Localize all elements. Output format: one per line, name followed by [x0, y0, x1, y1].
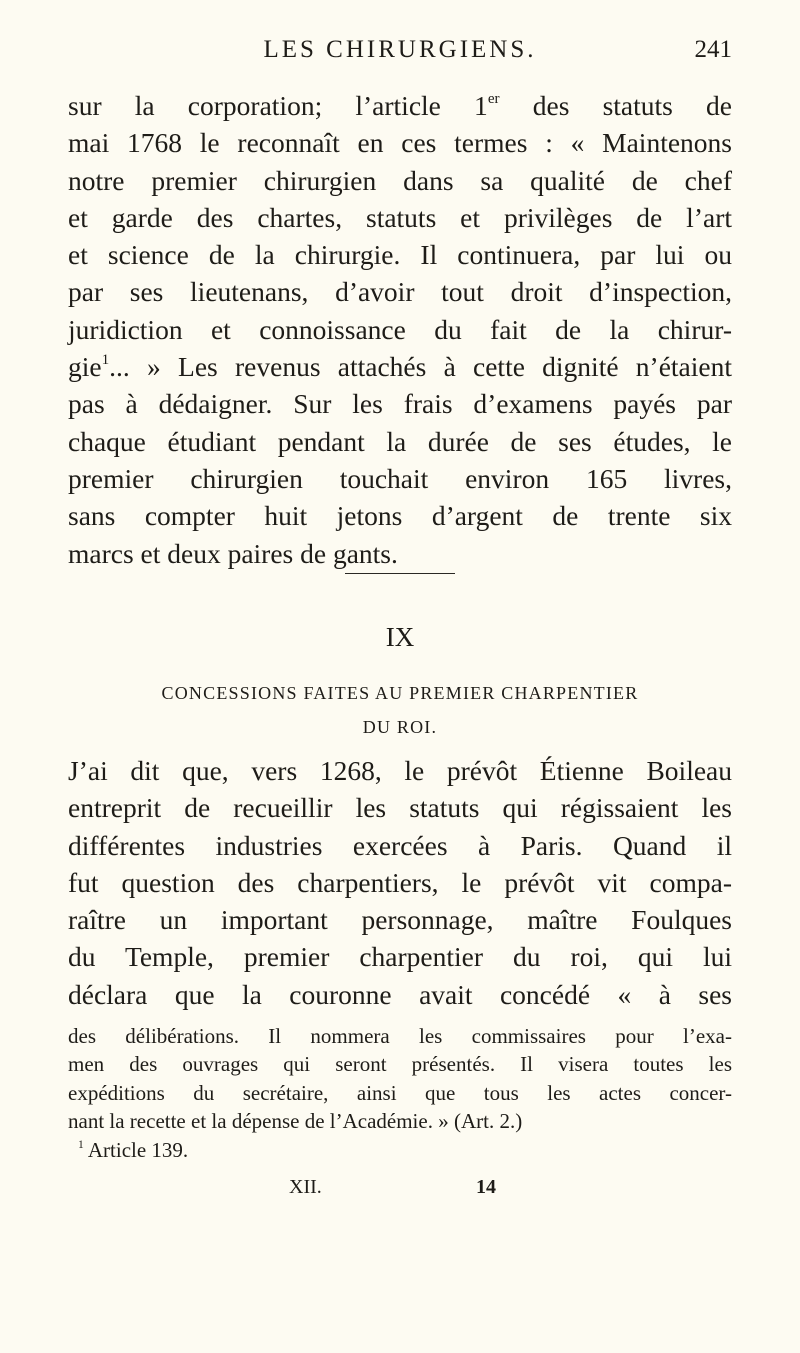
- volume-mark: XII.: [289, 1176, 322, 1198]
- page-number: 241: [694, 36, 732, 63]
- chapter-title-line: DU ROI.: [362, 717, 438, 737]
- footnotes: [68, 1022, 732, 1164]
- footnote-marker: 1: [101, 351, 110, 368]
- text-line: pas à dédaigner. Sur les frais d’examens payés par: [68, 388, 732, 420]
- footnote-entry-text: Article 139.: [83, 1137, 189, 1162]
- text-line: et garde des chartes, statuts et privilèges de l’art: [68, 201, 732, 233]
- printer-signature: [0, 1176, 800, 1206]
- paragraph-boileau-statutes: [68, 752, 732, 1013]
- paragraph-surgeons-revenue: [68, 87, 732, 572]
- footnote-line: expéditions du secrétaire, ainsi que tous les actes concer-: [68, 1080, 732, 1105]
- text-line: mai 1768 le reconnaît en ces termes : « Maintenons: [68, 127, 732, 159]
- text-line: fut question des charpentiers, le prévôt vit compa-: [68, 866, 732, 898]
- text-line: notre premier chirurgien dans sa qualité de chef: [68, 164, 732, 196]
- footnote-entry: [68, 1136, 732, 1164]
- footnote-line: des délibérations. Il nommera les commissaires pour l’exa-: [68, 1024, 732, 1048]
- text-line: J’ai dit que, vers 1268, le prévôt Étienne Boileau: [68, 755, 732, 786]
- text-line: raître un important personnage, maître Foulques: [68, 904, 732, 936]
- running-title: LES CHIRURGIENS.: [263, 36, 537, 63]
- text-line: juridiction et connoissance du fait de la chirur-: [68, 313, 732, 345]
- sheet-number: 14: [476, 1176, 496, 1198]
- section-divider-rule: [345, 573, 455, 574]
- text-line: premier chirurgien touchait environ 165 livres,: [68, 462, 732, 494]
- footnote-line: men des ouvrages qui seront présentés. Il visera toutes les: [68, 1052, 732, 1077]
- chapter-number: IX: [385, 622, 415, 652]
- text-line: différentes industries exercées à Paris. Quand il: [68, 829, 732, 861]
- chapter-title: [68, 676, 732, 744]
- text-line: gie$^1$... » Les revenus attachés à cette dignité n’étaient: [68, 351, 732, 383]
- footnote-line: nant la recette et la dépense de l’Académie. » (Art. 2.): [68, 1109, 523, 1134]
- ordinal-superscript: er: [487, 90, 500, 107]
- running-head: [68, 36, 732, 72]
- text-line: sans compter huit jetons d’argent de trente six: [68, 500, 732, 532]
- text-line: chaque étudiant pendant la durée de ses études, le: [68, 425, 732, 457]
- text-line: et science de la chirurgie. Il continuera, par lui ou: [68, 239, 732, 271]
- text-line: du Temple, premier charpentier du roi, qui lui: [68, 941, 732, 973]
- text-line: sur la corporation; l’article 1er des statuts de: [68, 90, 732, 121]
- footnote-number: 1: [78, 1138, 84, 1151]
- text-line: par ses lieutenans, d’avoir tout droit d’inspection,: [68, 276, 732, 308]
- chapter-title-line: CONCESSIONS FAITES AU PREMIER CHARPENTIER: [161, 683, 639, 703]
- text-line: marcs et deux paires de gants.: [68, 537, 398, 569]
- text-line: déclara que la couronne avait concédé « à ses: [68, 978, 732, 1010]
- text-line: entreprit de recueillir les statuts qui régissaient les: [68, 792, 732, 824]
